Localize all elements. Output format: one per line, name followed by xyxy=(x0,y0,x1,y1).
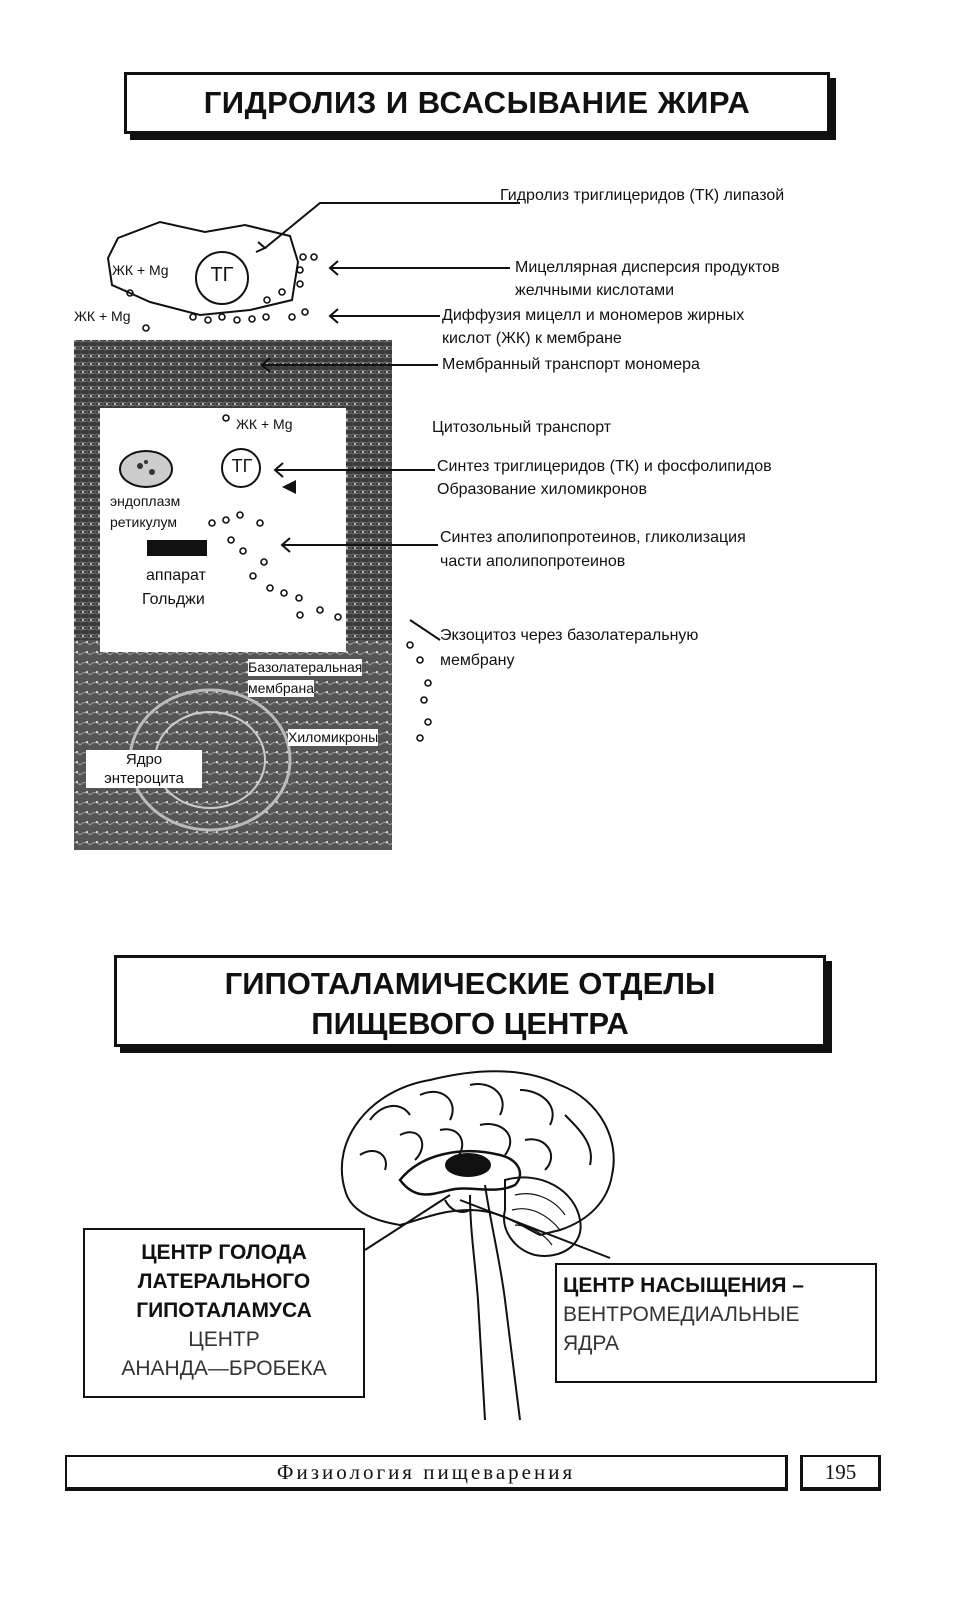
label-nucleus-1: Ядро xyxy=(125,751,163,768)
annotation-diffusion-2: кислот (ЖК) к мембране xyxy=(442,330,622,347)
label-er-2: ретикулум xyxy=(110,514,177,530)
brain-outline xyxy=(342,1071,614,1235)
label-chylomicrons: Хиломикроны xyxy=(288,729,379,745)
annotation-exocytosis-2: мембрану xyxy=(440,652,515,669)
label-fa-mg-cell: ЖК + Mg xyxy=(236,416,293,432)
annotation-tg-synthesis-1: Синтез триглицеридов (ТК) и фосфолипидов xyxy=(437,458,772,475)
hunger-line4: ЦЕНТР xyxy=(188,1328,260,1351)
label-tg-outside: ТГ xyxy=(210,264,234,286)
annotation-hydrolysis: Гидролиз триглицеридов (ТК) липазой xyxy=(500,187,785,204)
label-nucleus xyxy=(86,750,202,788)
label-tg-inside: ТГ xyxy=(231,456,253,476)
label-er-1: эндоплазм xyxy=(110,493,181,509)
section-title-fat-absorption: ГИДРОЛИЗ И ВСАСЫВАНИЕ ЖИРА xyxy=(124,72,830,134)
annotation-tg-synthesis-2: Образование хиломикронов xyxy=(437,481,647,498)
page-number: 195 xyxy=(800,1455,881,1491)
satiety-line3: ЯДРА xyxy=(563,1332,619,1355)
label-basolateral-2: мембрана xyxy=(248,680,314,696)
hunger-line5: АНАНДА—БРОБЕКА xyxy=(121,1357,327,1380)
hunger-line1: ЦЕНТР ГОЛОДА xyxy=(141,1241,307,1264)
section-title-line1: ГИПОТАЛАМИЧЕСКИЕ ОТДЕЛЫ xyxy=(224,966,716,1001)
hunger-center-box xyxy=(83,1228,365,1398)
annotation-micelle-1: Мицеллярная дисперсия продуктов xyxy=(515,259,780,276)
annotation-membrane-transport: Мембранный транспорт мономера xyxy=(442,356,700,373)
annotation-exocytosis-1: Экзоцитоз через базолатеральную xyxy=(440,627,699,644)
section-title-feeding-center xyxy=(114,955,826,1047)
label-basolateral-1: Базолатеральная xyxy=(248,659,363,675)
annotation-cytosolic-transport: Цитозольный транспорт xyxy=(432,419,612,436)
label-golgi-2: Гольджи xyxy=(142,591,205,608)
label-golgi-1: аппарат xyxy=(146,567,206,584)
annotation-apolipo-2: части аполипопротеинов xyxy=(440,553,626,570)
label-fa-mg-top: ЖК + Mg xyxy=(112,262,169,278)
label-fa-mg-left: ЖК + Mg xyxy=(74,308,131,324)
satiety-center-box xyxy=(555,1263,877,1383)
satiety-line2: ВЕНТРОМЕДИАЛЬНЫЕ xyxy=(563,1303,800,1326)
annotation-diffusion-1: Диффузия мицелл и мономеров жирных xyxy=(442,307,745,324)
er-shape xyxy=(120,451,172,487)
cerebellum xyxy=(504,1177,581,1256)
label-nucleus-2: энтероцита xyxy=(104,770,184,787)
annotation-micelle-2: желчными кислотами xyxy=(515,282,675,299)
page-footer xyxy=(65,1455,880,1489)
golgi-bar xyxy=(147,540,207,556)
annotation-apolipo-1: Синтез аполипопротеинов, гликолизация xyxy=(440,529,746,546)
section-title-line2: ПИЩЕВОГО ЦЕНТРА xyxy=(311,1006,629,1041)
hunger-line2: ЛАТЕРАЛЬНОГО xyxy=(137,1270,311,1293)
footer-title: Физиология пищеварения xyxy=(65,1455,788,1491)
satiety-line1: ЦЕНТР НАСЫЩЕНИЯ – xyxy=(563,1274,804,1297)
hunger-line3: ГИПОТАЛАМУСА xyxy=(136,1299,312,1322)
